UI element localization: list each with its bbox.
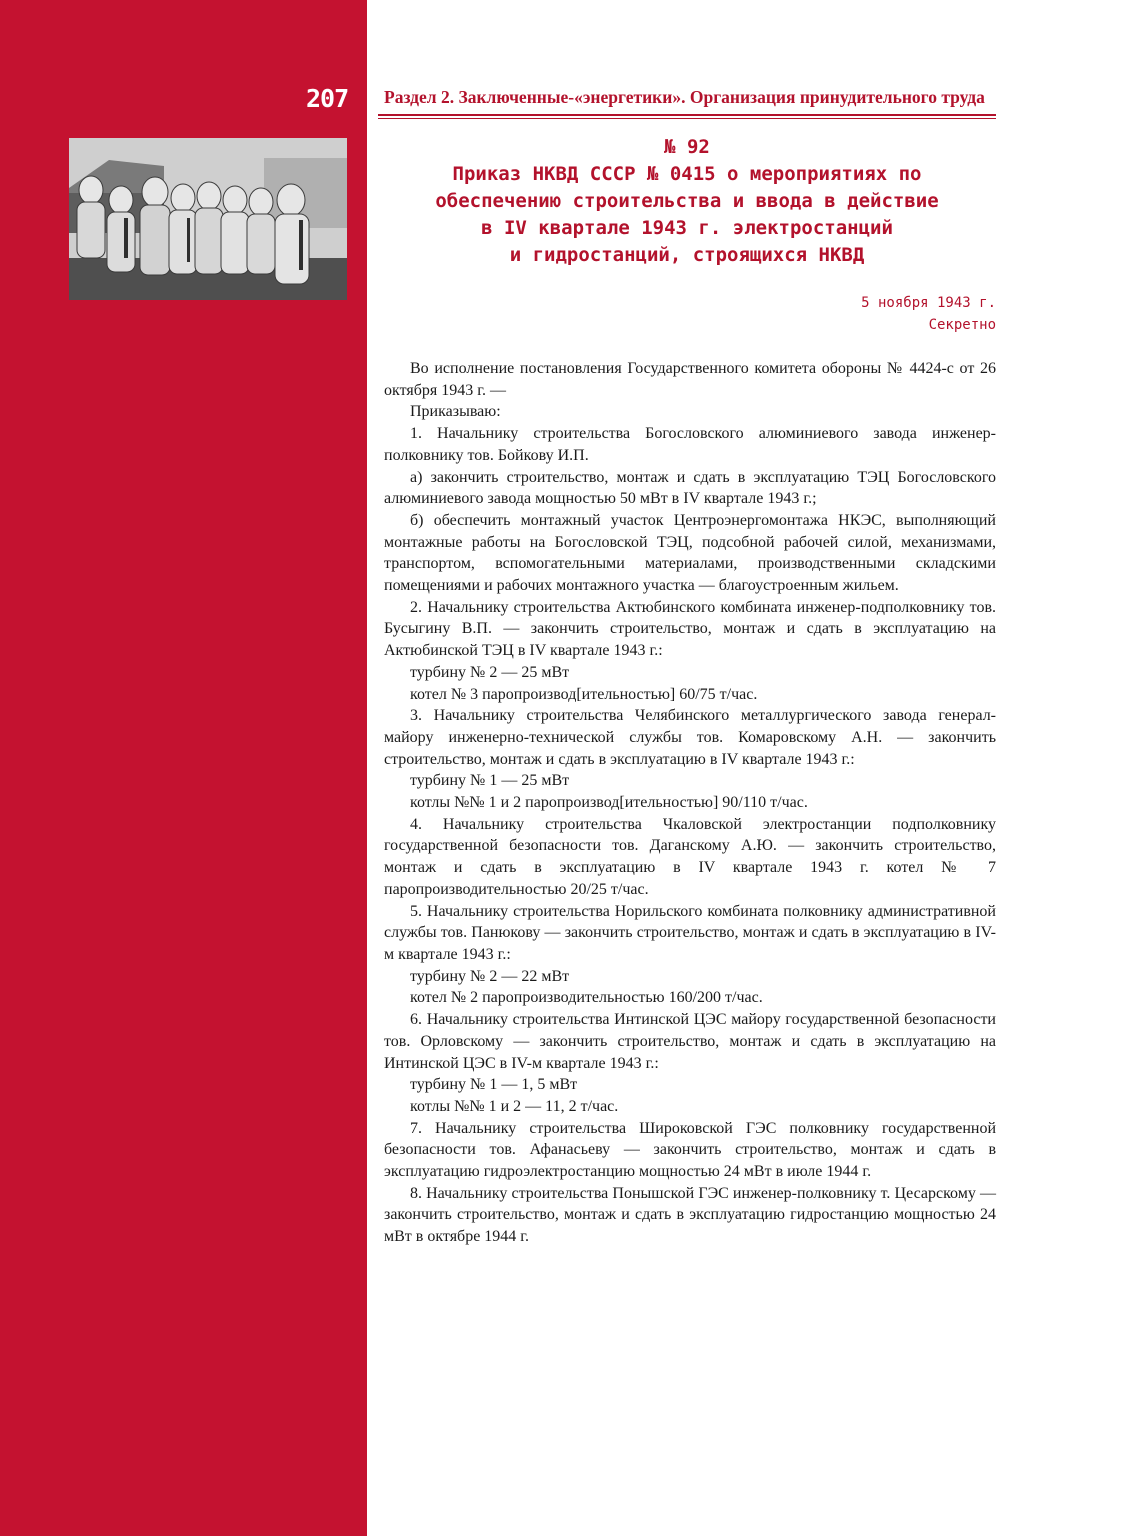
paragraph: котлы №№ 1 и 2 — 11, 2 т/час. xyxy=(410,1097,619,1115)
paragraph: 1. Начальнику строительства Богословского алюминиевого завода инженер-полковнику тов. Бойкову И.П. xyxy=(384,425,996,464)
paragraph: турбину № 2 — 22 мВт xyxy=(410,967,570,985)
paragraph: Во исполнение постановления Государственного комитета обороны № 4424-с от 26 октября 1943 г. — xyxy=(384,360,996,399)
paragraph: 7. Начальнику строительства Широковской ГЭС полковнику государственной безопасности тов. Афанасьеву — закончить строительство, монтаж и сдать в эксплуатацию гидроэлектростанцию мощностью 24 мВт в июле 1944 г. xyxy=(384,1119,996,1181)
paragraph: котел № 2 паропроизводительностью 160/200 т/час. xyxy=(410,989,763,1007)
document-number: № 92 xyxy=(664,136,710,158)
paragraph: 4. Начальнику строительства Чкаловской электростанции подполковнику государственной безопасности тов. Даганскому А.Ю. — закончить строительство, монтаж и сдать в эксплуатацию в IV квартале 1943 г. котел № 7 паропроизводительностью 20/25 т/час. xyxy=(384,815,996,898)
paragraph: Приказываю: xyxy=(410,403,501,421)
archive-photo-children-icon xyxy=(69,138,347,300)
title-line: Приказ НКВД СССР № 0415 о мероприятиях по xyxy=(452,163,922,185)
paragraph: б) обеспечить монтажный участок Центроэнергомонтажа НКЭС, выполняющий монтажные работы на Богословской ТЭЦ, подсобной рабочей силой, механизмами, транспортом, вспомогательными материалами, производственными складскими помещениями и рабочих монтажного участка — благоустроенным жильем. xyxy=(384,511,996,595)
paragraph: 8. Начальнику строительства Понышской ГЭС инженер-полковнику т. Цесарскому — закончить строительство, монтаж и сдать в эксплуатацию гидростанцию мощностью 24 мВт в октябре 1944 г. xyxy=(384,1184,996,1246)
section-header: Раздел 2. Заключенные-«энергетики». Организация принудительного труда xyxy=(384,87,985,107)
page-number: 207 xyxy=(306,84,349,113)
document-title xyxy=(378,134,996,269)
paragraph: 5. Начальнику строительства Норильского комбината полковнику административной службы тов. Панюкову — закончить строительство, монтаж и сдать в эксплуатацию в IV-м квартале 1943 г.: xyxy=(384,902,996,963)
document-date: 5 ноября 1943 г. xyxy=(861,295,996,311)
paragraph: турбину № 1 — 1, 5 мВт xyxy=(410,1076,578,1094)
header-rule xyxy=(378,114,996,116)
paragraph: 2. Начальнику строительства Актюбинского комбината инженер-подполковнику тов. Бусыгину В.П. — закончить строительство, монтаж и сдать в эксплуатацию на Актюбинской ТЭЦ в IV квартале 1943 г.: xyxy=(384,598,996,660)
paragraph: 3. Начальнику строительства Челябинского металлургического завода генерал-майору инженерно-технической службы тов. Комаровскому А.Н. — закончить строительство, монтаж и сдать в эксплуатацию в IV квартале 1943 г.: xyxy=(384,707,996,768)
paragraph: котел № 3 паропроизвод[ительностью] 60/75 т/час. xyxy=(410,685,758,703)
title-line: и гидростанций, строящихся НКВД xyxy=(509,244,865,266)
title-line: в IV квартале 1943 г. электростанций xyxy=(481,217,893,239)
paragraph: а) закончить строительство, монтаж и сдать в эксплуатацию ТЭЦ Богословского алюминиевого завода мощностью 50 мВт в IV квартале 1943 г.; xyxy=(384,468,996,508)
paragraph: 6. Начальнику строительства Интинской ЦЭС майору государственной безопасности тов. Орловскому — закончить строительство, монтаж и сдать в эксплуатацию на Интинской ЦЭС в IV-м квартале 1943 г.: xyxy=(384,1011,996,1072)
document-classification: Секретно xyxy=(928,317,996,333)
title-line: обеспечению строительства и ввода в действие xyxy=(435,190,939,212)
document-body xyxy=(384,358,996,1248)
document-meta xyxy=(861,292,996,336)
paragraph: турбину № 2 — 25 мВт xyxy=(410,663,570,681)
paragraph: котлы №№ 1 и 2 паропроизвод[ительностью] 90/110 т/час. xyxy=(410,794,808,812)
paragraph: турбину № 1 — 25 мВт xyxy=(410,772,570,790)
header-rule-thin xyxy=(378,118,996,119)
